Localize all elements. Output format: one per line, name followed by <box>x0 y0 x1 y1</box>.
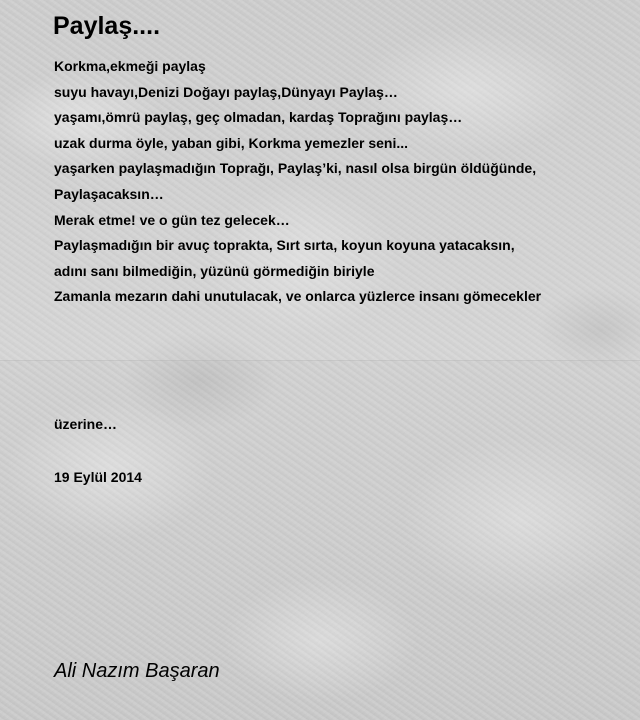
poem-line: yaşamı,ömrü paylaş, geç olmadan, kardaş Toprağını paylaş… <box>54 109 463 126</box>
poem-title: Paylaş.... <box>53 12 161 40</box>
poem-line: yaşarken paylaşmadığın Toprağı, Paylaş’ki, nasıl olsa birgün öldüğünde, <box>54 160 537 177</box>
poem-body <box>54 54 638 310</box>
poem-line: adını sanı bilmediğin, yüzünü görmediğin biriyle <box>54 262 375 279</box>
poem-line: uzak durma öyle, yaban gibi, Korkma yemezler seni... <box>54 134 409 151</box>
poem-line: Paylaşacaksın… <box>54 185 164 202</box>
poem-line: Zamanla mezarın dahi unutulacak, ve onlarca yüzlerce insanı gömecekler <box>54 288 542 305</box>
poem-date: 19 Eylül 2014 <box>54 469 142 485</box>
poem-author: Ali Nazım Başaran <box>54 660 220 682</box>
poem-line: Paylaşmadığın bir avuç toprakta, Sırt sırta, koyun koyuna yatacaksın, <box>54 237 515 254</box>
poem-line: Korkma,ekmeği paylaş <box>54 58 206 74</box>
poem-line: suyu havayı,Denizi Doğayı paylaş,Dünyayı Paylaş… <box>54 83 398 100</box>
poem-line: Merak etme! ve o gün tez gelecek… <box>54 211 290 228</box>
poem-suffix: üzerine… <box>54 416 118 432</box>
